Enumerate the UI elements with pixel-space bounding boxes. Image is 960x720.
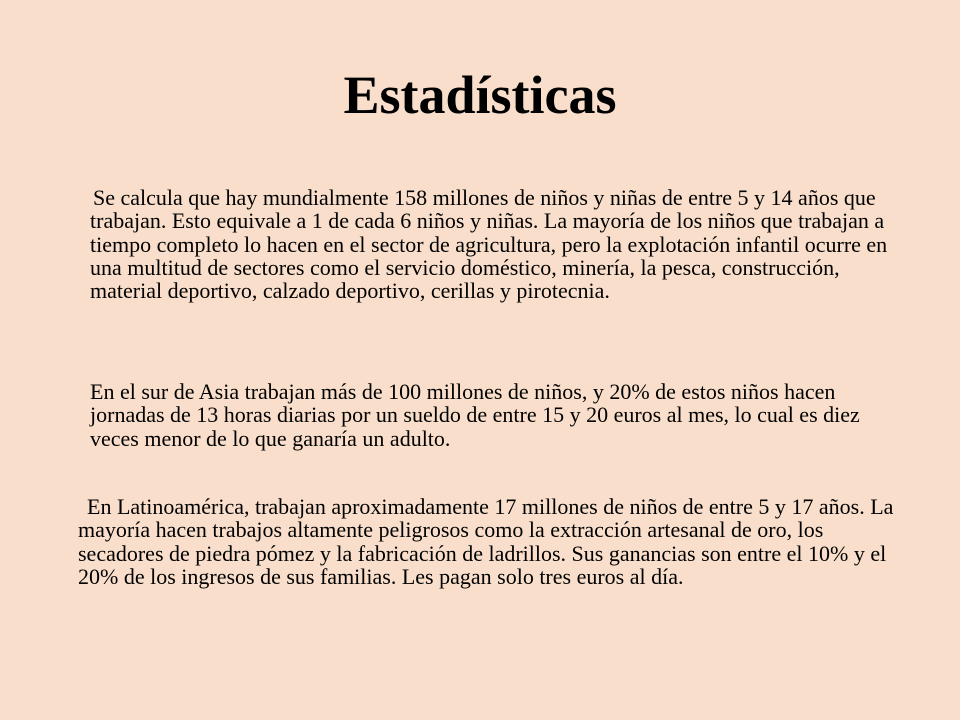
paragraph-global-statistics: Se calcula que hay mundialmente 158 millones de niños y niñas de entre 5 y 14 años que trabajan. Esto equivale a 1 de cada 6 niños y niñas. La mayoría de los niños que trabajan a tiempo completo lo hacen en el sector de agricultura, pero la explotación infantil ocurre en una multitud de sectores como el servicio doméstico, minería, la pesca, construcción, material deportivo, calzado deportivo, cerillas y pirotecnia.	[90, 185, 888, 304]
slide-title: Estadísticas	[343, 65, 617, 125]
paragraph-south-asia: En el sur de Asia trabajan más de 100 millones de niños, y 20% de estos niños hacen jornadas de 13 horas diarias por un sueldo de entre 15 y 20 euros al mes, lo cual es diez veces menor de lo que ganaría un adulto.	[90, 379, 860, 451]
paragraph-latin-america: En Latinoamérica, trabajan aproximadamente 17 millones de niños de entre 5 y 17 años. La mayoría hacen trabajos altamente peligrosos como la extracción artesanal de oro, los secadores de piedra pómez y la fabricación de ladrillos. Sus ganancias son entre el 10% y el 20% de los ingresos de sus familias. Les pagan solo tres euros al día.	[78, 494, 894, 589]
